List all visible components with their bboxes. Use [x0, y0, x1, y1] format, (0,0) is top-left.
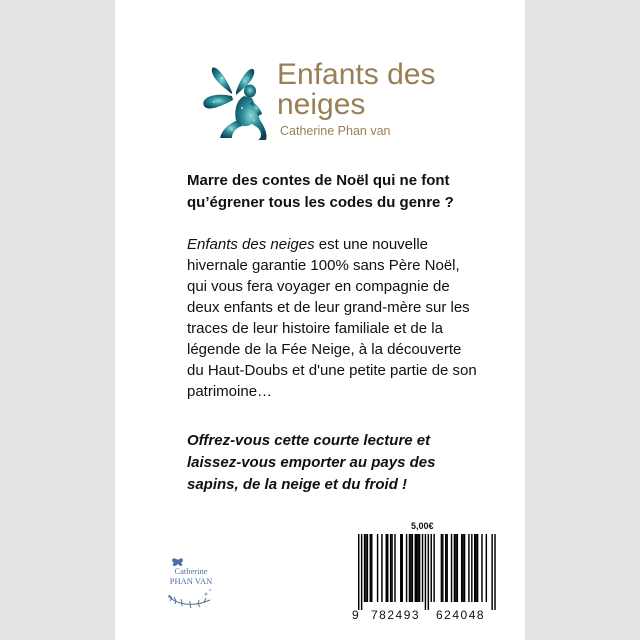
fairy-silhouette-icon [192, 58, 278, 144]
book-author: Catherine Phan van [280, 124, 391, 138]
barcode-bar [442, 534, 443, 602]
isbn-left-group: 782493 [371, 608, 421, 622]
logo-line-2: PHAN VAN [169, 576, 213, 586]
barcode-bar [386, 534, 387, 602]
barcode-guard-bar [491, 534, 492, 610]
barcode-bar [370, 534, 371, 602]
barcode-bar [394, 534, 395, 602]
barcode-bar [457, 534, 458, 602]
barcode-bar [367, 534, 368, 602]
isbn-right-group: 624048 [436, 608, 486, 622]
barcode-bar [474, 534, 475, 602]
barcode-bar [400, 534, 401, 602]
barcode-bar [477, 534, 478, 602]
barcode-bar [445, 534, 446, 602]
barcode-bar [381, 534, 382, 602]
book-title: Enfants des neiges [277, 58, 436, 121]
barcode-bar [461, 534, 462, 602]
barcode-bar [471, 534, 472, 602]
barcode-bar [416, 534, 417, 602]
barcode-bar [475, 534, 476, 602]
barcode-bar [390, 534, 391, 602]
description-paragraph [187, 234, 477, 402]
barcode-bar [451, 534, 452, 602]
barcode-bar [422, 534, 423, 602]
barcode-bar [454, 534, 455, 602]
barcode-bar [481, 534, 482, 602]
barcode-bar [486, 534, 487, 602]
book-back-cover [115, 0, 525, 640]
barcode-bar [391, 534, 392, 602]
barcode-bar [387, 534, 388, 602]
barcode-bar [365, 534, 366, 602]
barcode-guard-bar [425, 534, 426, 610]
barcode-bar [412, 534, 413, 602]
barcode-bar [371, 534, 372, 602]
barcode-bar [415, 534, 416, 602]
barcode-bar [410, 534, 411, 602]
barcode-bar [462, 534, 463, 602]
logo-line-1: Catherine [174, 566, 208, 576]
butterfly-icon [172, 558, 183, 566]
barcode-bar [406, 534, 407, 602]
barcode-guard-bar [361, 534, 362, 610]
isbn-first-digit: 9 [352, 608, 359, 622]
barcode-bar [377, 534, 378, 602]
barcode-bar [441, 534, 442, 602]
barcode-bar [433, 534, 434, 602]
barcode-bar [419, 534, 420, 602]
barcode-bar [431, 534, 432, 602]
barcode-guard-bar [494, 534, 495, 610]
description-title-italic: Enfants des neiges [187, 236, 315, 253]
barcode-bar [402, 534, 403, 602]
barcode-bar [446, 534, 447, 602]
barcode-bar [468, 534, 469, 602]
price-label: 5,00€ [411, 521, 434, 531]
barcode-bar [409, 534, 410, 602]
barcode-bar [417, 534, 418, 602]
barcode-bar [364, 534, 365, 602]
barcode-bar [455, 534, 456, 602]
description-body: est une nouvelle hivernale garantie 100% sans Père Noël, qui vous fera voyager en compagnie de deux enfants et de leur grand-mère sur les traces de leur histoire familiale et de la légende de la Fée Neige, à la découverte du Haut-Doubs et d'une petite partie de son patrimoine… [187, 236, 477, 400]
barcode-bar [464, 534, 465, 602]
closing-tagline: Offrez-vous cette courte lecture et laissez-vous emporter au pays des sapins, de la neige et du froid ! [187, 432, 436, 493]
barcode-guard-bar [358, 534, 359, 610]
lead-question: Marre des contes de Noël qui ne font qu’égrener tous les codes du genre ? [187, 172, 454, 211]
barcode-bars [350, 534, 503, 610]
barcode-guard-bar [428, 534, 429, 610]
publisher-logo-text [162, 566, 220, 586]
